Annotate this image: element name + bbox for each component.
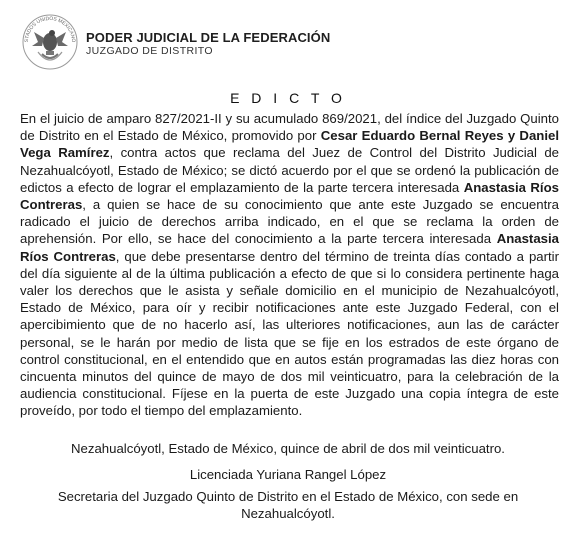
body-bold-1: Cesar Eduardo Bernal Reyes y Daniel Vega Ramírez — [20, 128, 559, 161]
body-bold-3: Anastasia Ríos Contreras — [20, 231, 559, 264]
seal-text: STADOS UNIDOS MEXICANO — [23, 15, 77, 43]
body-text-4: , que debe presentarse dentro del término de treinta días contado a partir del día siguiente al de la última publicación a efecto de que si lo considera pertinente haga valer los derechos que le asista y señale domicilio en el municipio de Nezahualcóyotl, Estado de México, para oír y recibir notificaciones ante este Juzgado Federal, con el apercibimiento que de no hacerlo así, las ulteriores notificaciones, aun las de carácter personal, se le harán por medio de lista que se fije en los estrados de este órgano de control constitucional, en el entendido que en autos están programadas las diez horas con cincuenta minutos del quince de mayo de dos mil veinticuatro, para la celebración de la audiencia constitucional. Fíjese en la puerta de este Juzgado una copia íntegra de este proveído, por todo el tiempo del emplazamiento. — [20, 248, 559, 419]
signer-role: Secretaria del Juzgado Quinto de Distrito en el Estado de México, con sede en Nezahualcóyotl. — [57, 489, 519, 522]
document-header — [20, 12, 560, 72]
mexican-coat-of-arms-seal-icon — [20, 12, 80, 72]
signer-name: Licenciada Yuriana Rangel López — [189, 467, 387, 482]
org-subtitle: JUZGADO DE DISTRITO — [86, 45, 213, 57]
issuing-authority — [86, 30, 330, 58]
org-name: PODER JUDICIAL DE LA FEDERACIÓN — [86, 30, 331, 45]
body-text-3: , a quien se hace de su conocimiento que ante este Juzgado se encuentra radicado el juicio de derechos arriba indicado, en el que se reclama la orden de aprehensión. Por ello, se hace del conocimiento a la parte tercera interesada — [20, 197, 559, 247]
edict-body — [20, 110, 559, 420]
document-title: E D I C T O — [230, 90, 346, 106]
place-and-date: Nezahualcóyotl, Estado de México, quince de abril de dos mil veinticuatro. — [71, 441, 505, 456]
body-text-2: , contra actos que reclama del Juez de Control del Distrito Judicial de Nezahualcóyotl, Estado de México; se dictó acuerdo por el que se ordenó la publicación de edictos a efecto de lograr el emplazamiento de la parte tercera interesada — [20, 145, 560, 195]
body-text-1: En el juicio de amparo 827/2021-II y su acumulado 869/2021, del índice del Juzgado Quinto de Distrito en el Estado de México, promovido por — [20, 111, 559, 144]
body-bold-2: Anastasia Ríos Contreras — [20, 179, 559, 213]
